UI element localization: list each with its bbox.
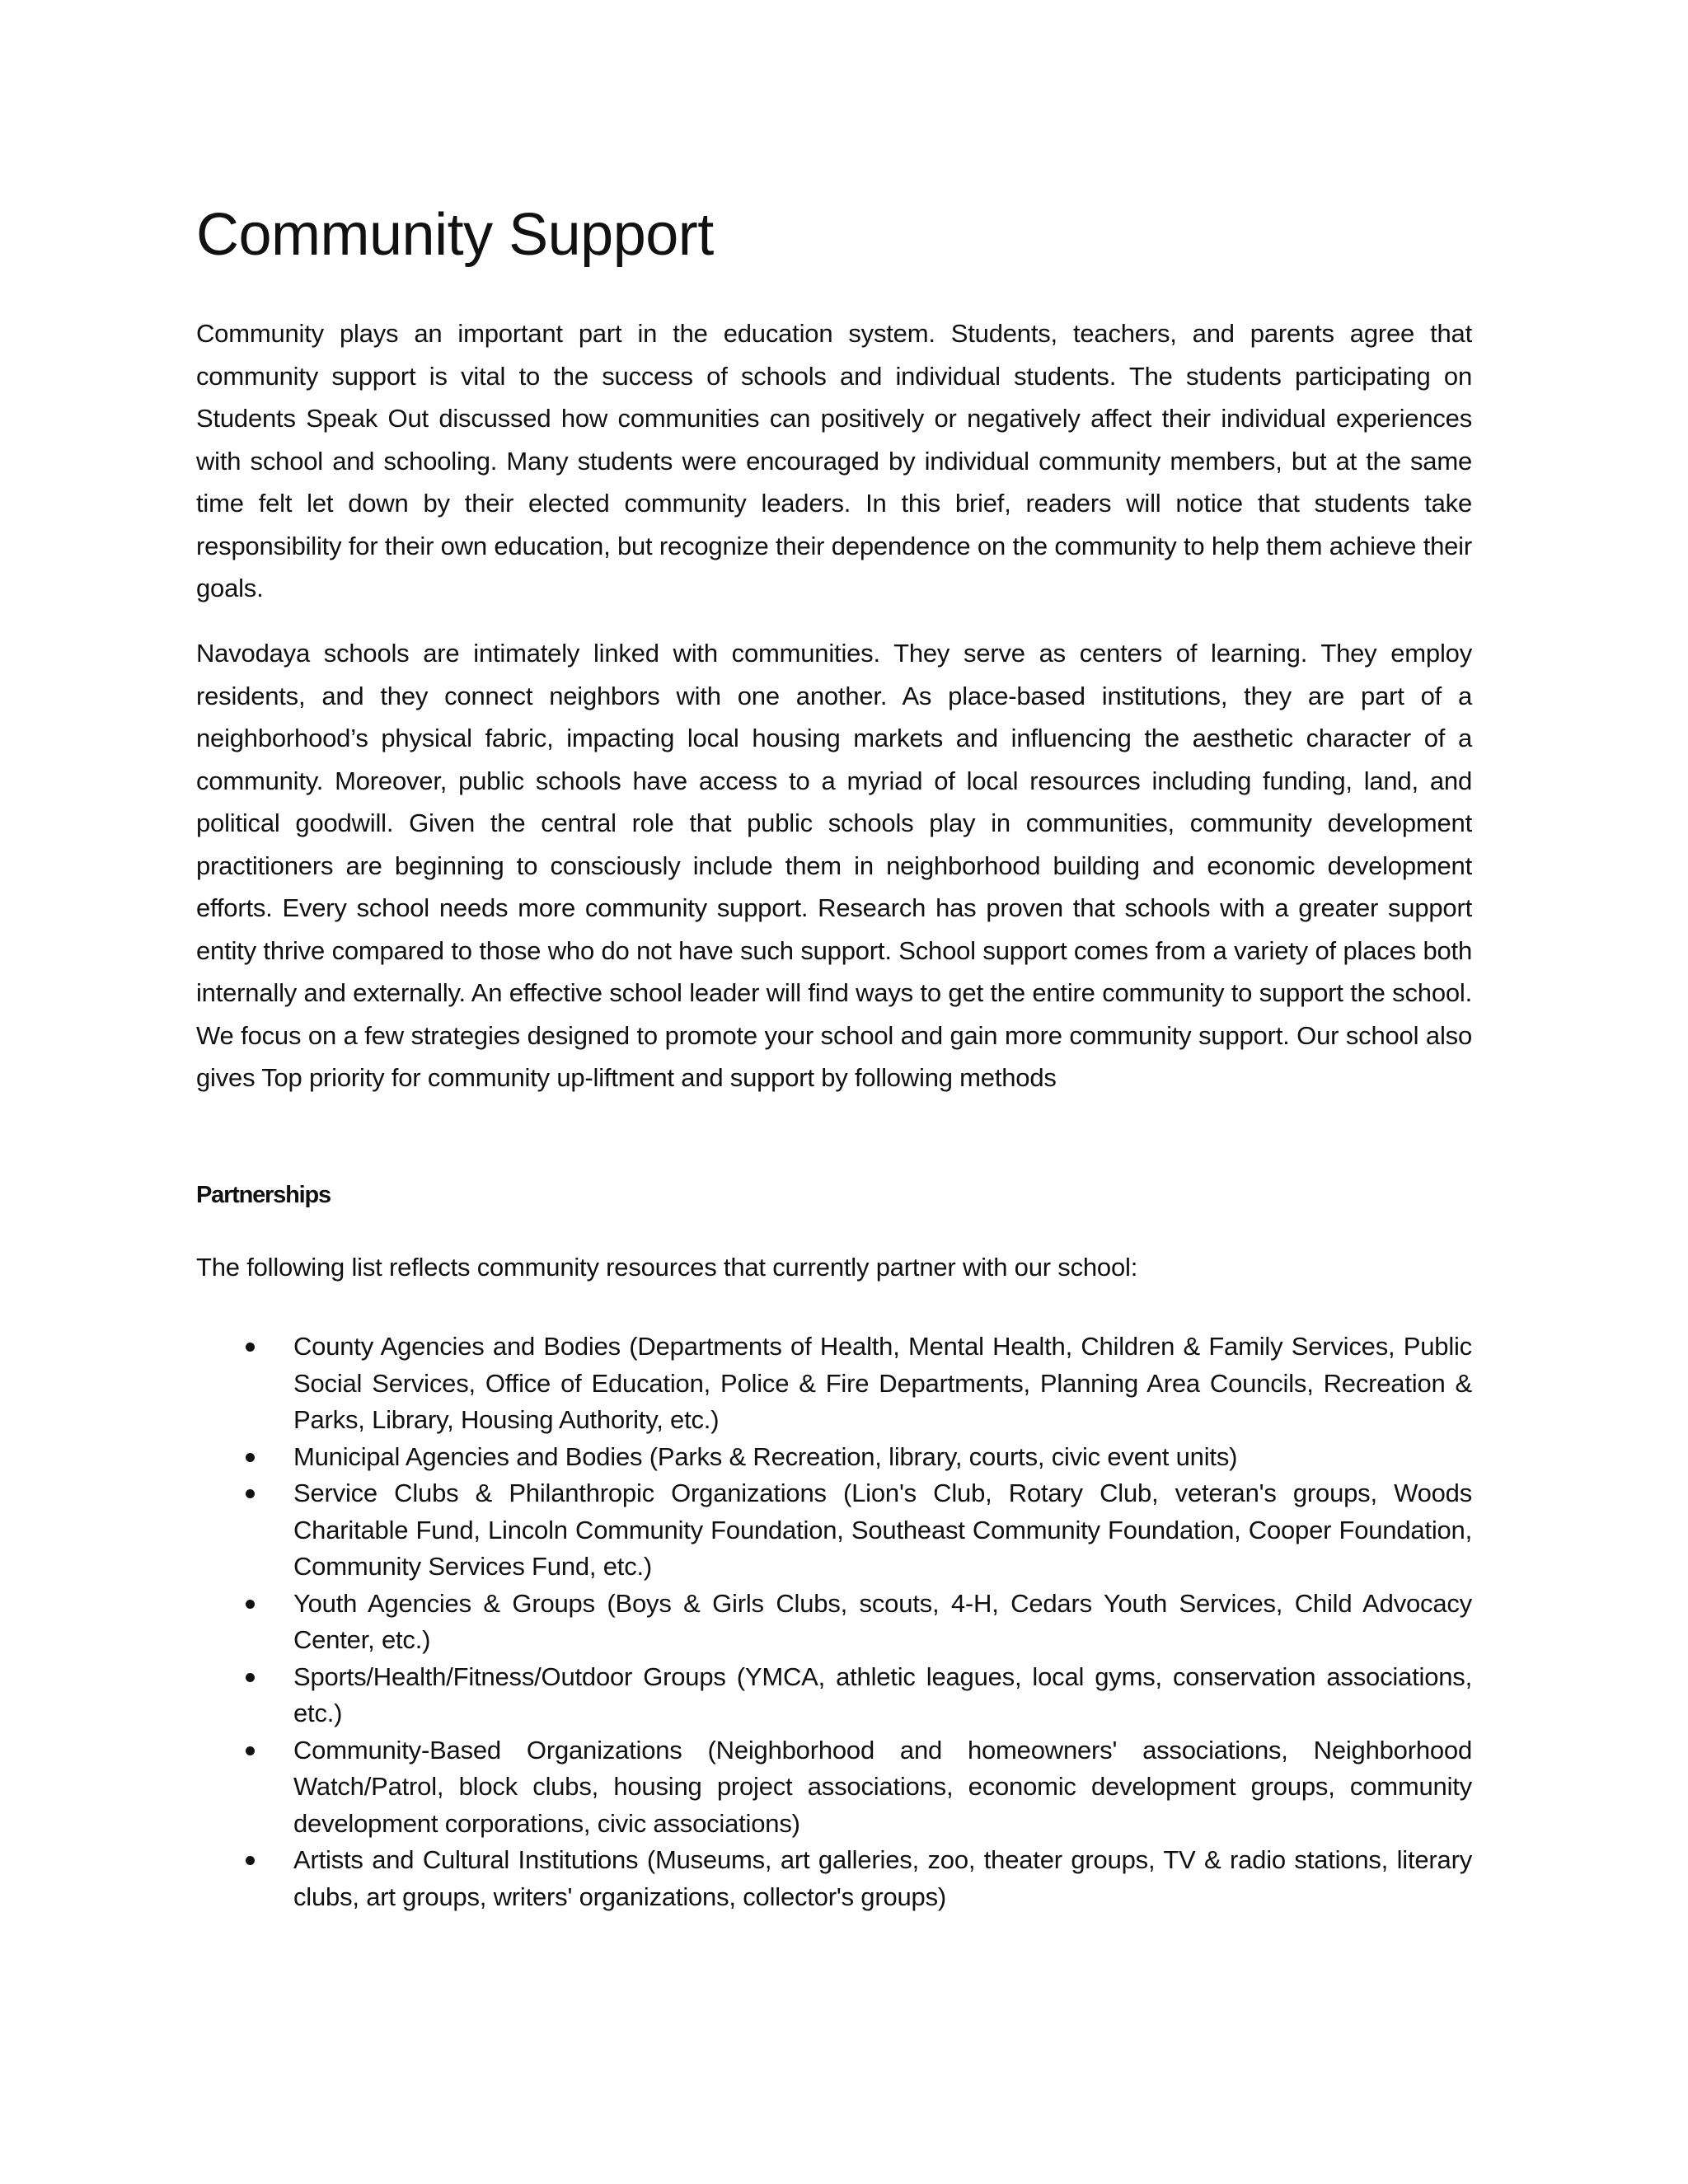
list-item [196,1842,1472,1915]
bullet-icon [246,1600,255,1609]
list-item-text: Service Clubs & Philanthropic Organizations (Lion's Club, Rotary Club, veteran's groups, Woods Charitable Fund, Lincoln Community Foundation, Southeast Community Foundation, Cooper Foundation, Community Services Fund, etc.) [293,1479,1472,1581]
bullet-icon [246,1673,255,1682]
list-item [196,1439,1472,1476]
list-item-text: Youth Agencies & Groups (Boys & Girls Clubs, scouts, 4-H, Cedars Youth Services, Child Advocacy Center, etc.) [293,1588,1472,1654]
list-item-text: Sports/Health/Fitness/Outdoor Groups (YMCA, athletic leagues, local gyms, conservation associations, etc.) [293,1661,1472,1727]
list-item [196,1329,1472,1439]
bullet-icon [246,1746,255,1755]
partner-list [196,1329,1472,1915]
list-item [196,1475,1472,1586]
list-item [196,1659,1472,1732]
navodaya-paragraph: Navodaya schools are intimately linked with communities. They serve as centers of learning. They employ residents, and they connect neighbors with one another. As place-based institutions, they are part of a neighborhood’s physical fabric, impacting local housing markets and influencing the aesthetic character of a community. Moreover, public schools have access to a myriad of local resources including funding, land, and political goodwill. Given the central role that public schools play in communities, community development practitioners are beginning to consciously include them in neighborhood building and economic development efforts. Every school needs more community support. Research has proven that schools with a greater support entity thrive compared to those who do not have such support. School support comes from a variety of places both internally and externally. An effective school leader will find ways to get the entire community to support the school. We focus on a few strategies designed to promote your school and gain more community support. Our school also gives Top priority for community up-liftment and support by following methods [196,639,1472,1092]
list-item-text: Community-Based Organizations (Neighborhood and homeowners' associations, Neighborhood Watch/Patrol, block clubs, housing project associations, economic development groups, community development corporations, civic associations) [293,1735,1472,1838]
bullet-icon [246,1489,255,1498]
section-heading-partnerships: Partnerships [196,1182,331,1208]
list-item-text: County Agencies and Bodies (Departments of Health, Mental Health, Children & Family Services, Public Social Services, Office of Education, Police & Fire Departments, Planning Area Councils, Recreation & Parks, Library, Housing Authority, etc.) [293,1332,1472,1434]
bullet-icon [246,1453,255,1462]
intro-paragraph: Community plays an important part in the education system. Students, teachers, and parents agree that community support is vital to the success of schools and individual students. The students participating on Students Speak Out discussed how communities can positively or negatively affect their individual experiences with school and schooling. Many students were encouraged by individual community members, but at the same time felt let down by their elected community leaders. In this brief, readers will notice that students take responsibility for their own education, but recognize their dependence on the community to help them achieve their goals. [196,319,1472,602]
list-item-text: Municipal Agencies and Bodies (Parks & Recreation, library, courts, civic event units) [293,1441,1238,1471]
bullet-icon [246,1343,255,1352]
list-item [196,1732,1472,1843]
list-intro: The following list reflects community resources that currently partner with our school: [196,1253,1138,1282]
page-title: Community Support [196,202,714,268]
list-item [196,1586,1472,1659]
list-item-text: Artists and Cultural Institutions (Museums, art galleries, zoo, theater groups, TV & radio stations, literary clubs, art groups, writers' organizations, collector's groups) [293,1845,1472,1911]
bullet-icon [246,1856,255,1865]
